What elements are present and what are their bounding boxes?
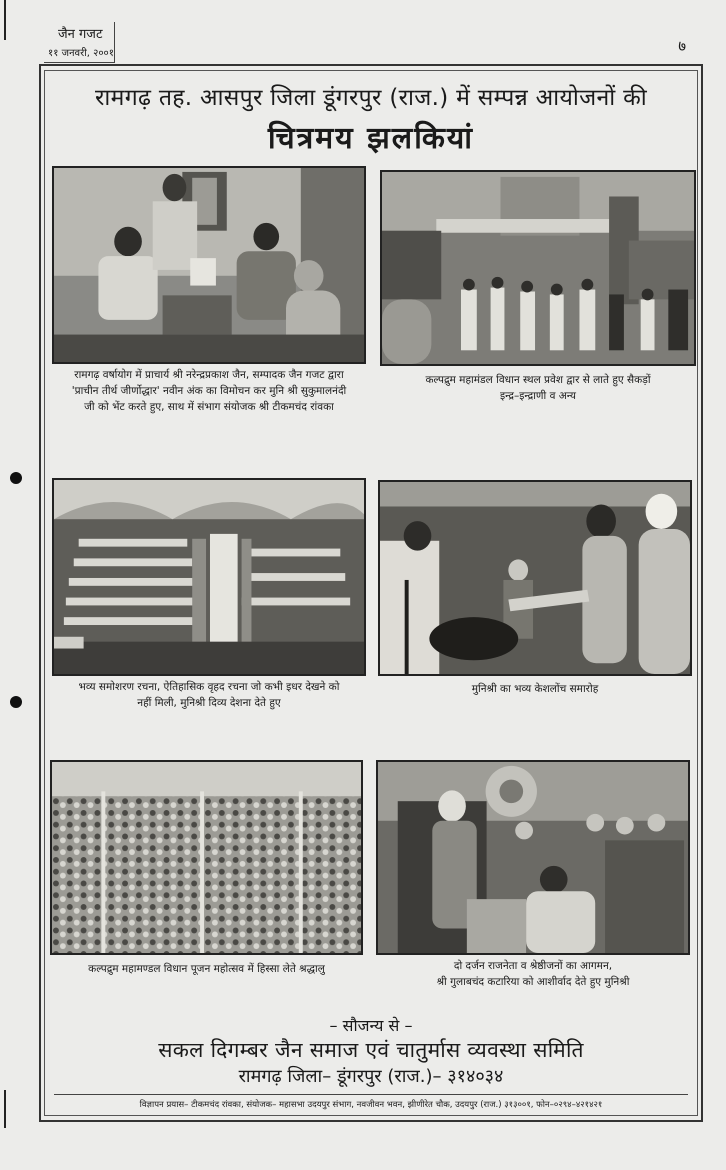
- photo-caption: [378, 681, 692, 697]
- photo-caption: [376, 958, 690, 990]
- photo-caption: [380, 372, 696, 404]
- photo-caption: [52, 679, 366, 711]
- photo-book-release: [52, 166, 366, 364]
- punch-hole: [10, 696, 22, 708]
- photo-caption: [50, 961, 363, 977]
- caption-line: कल्पद्रुम महामण्डल विधान पूजन महोत्सव में हिस्सा लेते श्रद्धालु: [88, 963, 325, 975]
- caption-line: जी को भेंट करते हुए, साथ में संभाग संयोजक श्री टीकमचंद रांवका: [84, 401, 334, 413]
- committee-address: रामगढ़ जिला– डूंगरपुर (राज.)– ३१४०३४: [238, 1066, 504, 1087]
- caption-line: श्री गुलाबचंद कटारिया को आशीर्वाद देते हुए मुनिश्री: [436, 976, 630, 988]
- photo-blessing: [376, 760, 690, 955]
- caption-line: कल्पद्रुम महामंडल विधान स्थल प्रवेश द्वार से लाते हुए सैकड़ों: [425, 374, 651, 386]
- photo-caption: [52, 367, 366, 415]
- courtesy-line: – सौजन्य से –: [329, 1016, 413, 1035]
- page-edge-mark: [4, 0, 6, 40]
- headline: रामगढ़ तह. आसपुर जिला डूंगरपुर (राज.) में सम्पन्न आयोजनों की: [95, 85, 647, 111]
- caption-line: दो दर्जन राजनेता व श्रेष्ठीजनों का आगमन,: [453, 960, 613, 972]
- caption-line: नहीं मिली, मुनिश्री दिव्य देशना देते हुए: [137, 697, 281, 709]
- footer-divider: [54, 1094, 688, 1095]
- headline-main: चित्रमय झलकियां: [267, 121, 475, 156]
- publication-name: जैन गजट: [58, 27, 103, 42]
- page-edge-mark: [4, 1090, 6, 1128]
- publication-date: ११ जनवरी, २००१: [48, 48, 114, 59]
- photo-procession: [380, 170, 696, 366]
- photo-devotees: [50, 760, 363, 955]
- committee-name: सकल दिगम्बर जैन समाज एवं चातुर्मास व्यवस्था समिति: [158, 1038, 584, 1062]
- advertisement-note: विज्ञापन प्रयास– टीकमचंद रांवका, संयोजक– महासभा उदयपुर संभाग, नवजीवन भवन, झीणीरेत चौक, उदयपुर (राज.) ३१३००१, फोन–०२९४–४२१४२१: [139, 1100, 603, 1110]
- page-number: ७: [678, 37, 686, 55]
- caption-line: मुनिश्री का भव्य केशलोंच समारोह: [471, 683, 599, 695]
- caption-line: रामगढ़ वर्षायोग में प्राचार्य श्री नरेन्द्रप्रकाश जैन, सम्पादक जैन गजट द्वारा: [74, 369, 344, 381]
- photo-samavasaran: [52, 478, 366, 676]
- caption-line: भव्य समोशरण रचना, ऐतिहासिक वृहद रचना जो कभी इधर देखने को: [78, 681, 340, 693]
- photo-keshlonch: [378, 480, 692, 676]
- caption-line: 'प्राचीन तीर्थ जीर्णोद्धार' नवीन अंक का विमोचन कर मुनि श्री सुकुमालनंदी: [71, 385, 347, 397]
- punch-hole: [10, 472, 22, 484]
- caption-line: इन्द्र–इन्द्राणी व अन्य: [500, 390, 576, 402]
